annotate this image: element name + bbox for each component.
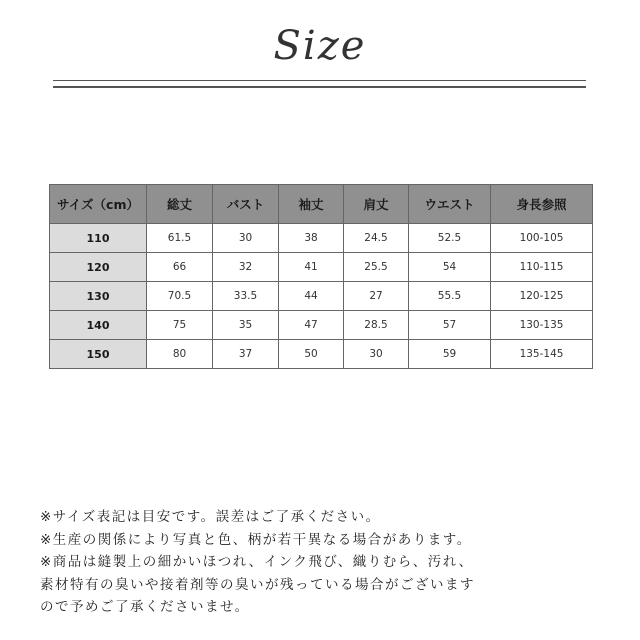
title-divider-bottom xyxy=(53,86,586,88)
table-header-row xyxy=(50,185,593,224)
length-cell: 61.5 xyxy=(147,224,213,253)
page-title: Size xyxy=(273,23,367,69)
waist-cell: 59 xyxy=(409,340,491,369)
title-divider-top xyxy=(53,80,586,81)
note-line: ※生産の関係により写真と色、柄が若干異なる場合があります。 xyxy=(40,531,472,548)
sleeve-cell: 38 xyxy=(279,224,344,253)
bust-cell: 33.5 xyxy=(213,282,279,311)
shoulder-cell: 30 xyxy=(344,340,409,369)
waist-cell: 55.5 xyxy=(409,282,491,311)
size-cell: 120 xyxy=(50,253,147,282)
shoulder-cell: 27 xyxy=(344,282,409,311)
shoulder-cell: 25.5 xyxy=(344,253,409,282)
table-row xyxy=(50,224,593,253)
table-row xyxy=(50,340,593,369)
table-row xyxy=(50,282,593,311)
size-cell: 110 xyxy=(50,224,147,253)
sleeve-cell: 44 xyxy=(279,282,344,311)
bust-cell: 32 xyxy=(213,253,279,282)
column-header-length: 総丈 xyxy=(147,185,213,224)
height-cell: 135-145 xyxy=(491,340,593,369)
length-cell: 75 xyxy=(147,311,213,340)
column-header-size: サイズ（cm） xyxy=(50,185,147,224)
table-row xyxy=(50,311,593,340)
note-line: ※商品は縫製上の細かいほつれ、インク飛び、織りむら、汚れ、 xyxy=(40,554,474,570)
shoulder-cell: 28.5 xyxy=(344,311,409,340)
sleeve-cell: 41 xyxy=(279,253,344,282)
column-header-bust: バスト xyxy=(213,185,279,224)
height-cell: 100-105 xyxy=(491,224,593,253)
column-header-waist: ウエスト xyxy=(409,185,491,224)
size-cell: 130 xyxy=(50,282,147,311)
sleeve-cell: 47 xyxy=(279,311,344,340)
waist-cell: 52.5 xyxy=(409,224,491,253)
size-cell: 150 xyxy=(50,340,147,369)
length-cell: 80 xyxy=(147,340,213,369)
size-cell: 140 xyxy=(50,311,147,340)
bust-cell: 30 xyxy=(213,224,279,253)
height-cell: 110-115 xyxy=(491,253,593,282)
size-notes xyxy=(40,506,620,619)
bust-cell: 37 xyxy=(213,340,279,369)
note-line: ※サイズ表記は目安です。誤差はご了承ください。 xyxy=(40,509,381,525)
note-line: 素材特有の臭いや接着剤等の臭いが残っている場合がございます xyxy=(40,576,475,593)
waist-cell: 54 xyxy=(409,253,491,282)
bust-cell: 35 xyxy=(213,311,279,340)
column-header-sleeve: 袖丈 xyxy=(279,185,344,224)
column-header-height: 身長参照 xyxy=(491,185,593,224)
length-cell: 66 xyxy=(147,253,213,282)
note-line: ので予めご了承くださいませ。 xyxy=(40,599,250,615)
column-header-shoulder: 肩丈 xyxy=(344,185,409,224)
length-cell: 70.5 xyxy=(147,282,213,311)
shoulder-cell: 24.5 xyxy=(344,224,409,253)
waist-cell: 57 xyxy=(409,311,491,340)
size-table xyxy=(49,184,593,369)
sleeve-cell: 50 xyxy=(279,340,344,369)
height-cell: 120-125 xyxy=(491,282,593,311)
height-cell: 130-135 xyxy=(491,311,593,340)
table-row xyxy=(50,253,593,282)
